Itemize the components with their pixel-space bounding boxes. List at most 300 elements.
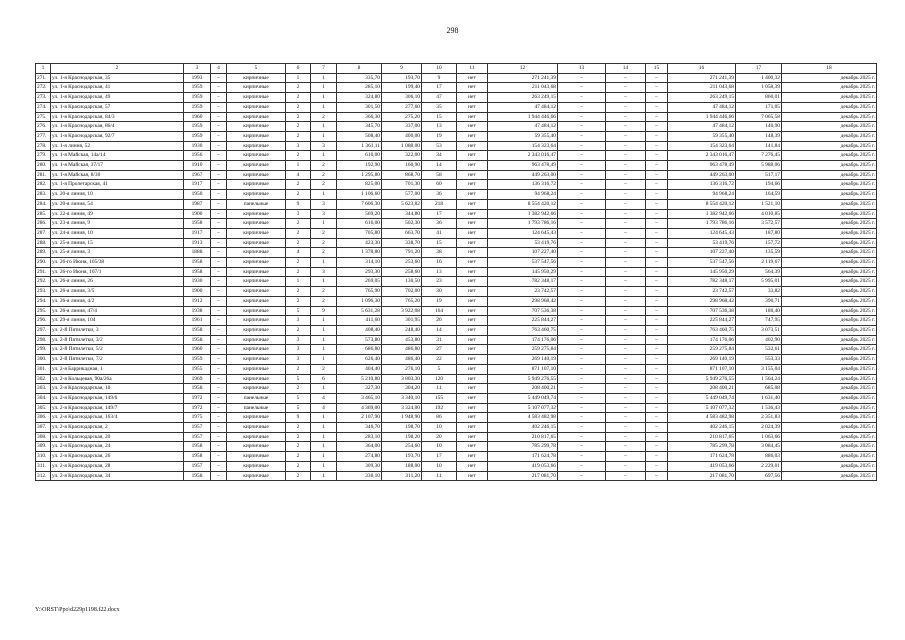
table-cell: – (606, 161, 646, 171)
table-cell: – (211, 199, 227, 209)
table-cell: 5 (422, 364, 457, 374)
table-cell: 26 (422, 316, 457, 326)
table-row (36, 209, 877, 219)
table-cell: 41 (422, 228, 457, 238)
table-row (36, 335, 877, 345)
table-cell: 1961 (184, 316, 211, 326)
table-cell: 225 844,27 (668, 316, 736, 326)
table-cell: 1 (286, 73, 311, 83)
table-cell: 1958 (184, 325, 211, 335)
table-cell: 3 324,00 (382, 403, 422, 413)
table-cell: 1959 (184, 83, 211, 93)
table-cell: 2 119,67 (736, 258, 782, 268)
table-cell: 20 (422, 432, 457, 442)
column-number-cell: 10 (422, 64, 457, 74)
table-cell: – (646, 442, 668, 452)
table-cell: 1 (311, 325, 337, 335)
table-cell: декабрь 2025 г. (782, 199, 877, 209)
table-cell: нет (457, 258, 488, 268)
table-row (36, 141, 877, 151)
table-cell: 626,40 (337, 355, 382, 365)
table-cell: – (646, 403, 668, 413)
table-cell: – (606, 345, 646, 355)
table-cell: 2 229,01 (736, 461, 782, 471)
table-cell: 1 400,32 (736, 73, 782, 83)
table-cell: – (606, 355, 646, 365)
table-cell: ул. 1-я Краснодарская, 84/3 (51, 112, 184, 122)
table-cell: 14 (422, 161, 457, 171)
table-cell: 263 249,15 (488, 93, 558, 103)
table-cell: 309,30 (337, 461, 382, 471)
table-cell: 5 949 276,55 (488, 374, 558, 384)
table-cell: 1917 (184, 228, 211, 238)
column-number-cell: 14 (606, 64, 646, 74)
table-cell: – (646, 393, 668, 403)
footer-file-path: Y:\ORST\Ppo\d229p1198.f22.docx (35, 607, 120, 613)
table-cell: декабрь 2025 г. (782, 83, 877, 93)
table-cell: 38 (422, 248, 457, 258)
table-cell: ул. 2-й Пятилетки, 3 (51, 325, 184, 335)
table-cell: 408,40 (337, 325, 382, 335)
table-cell: 304. (36, 393, 51, 403)
column-number-cell: 3 (184, 64, 211, 74)
table-cell: 276. (36, 122, 51, 132)
table-cell: – (558, 374, 606, 384)
table-cell: 2 (311, 228, 337, 238)
table-cell: 164 (422, 306, 457, 316)
table-cell: декабрь 2025 г. (782, 452, 877, 462)
table-cell: 11 (422, 384, 457, 394)
table-cell: 1 (311, 102, 337, 112)
table-cell: 702,00 (382, 287, 422, 297)
table-cell: – (211, 442, 227, 452)
table-cell: 145 950,29 (488, 267, 558, 277)
table-cell: декабрь 2025 г. (782, 258, 877, 268)
table-cell: 1 (311, 461, 337, 471)
table-cell: – (558, 393, 606, 403)
table-cell: 17 (422, 209, 457, 219)
table-cell: 390,71 (736, 296, 782, 306)
table-cell: – (211, 122, 227, 132)
table-cell: нет (457, 219, 488, 229)
table-cell: 2 (311, 287, 337, 297)
table-cell: – (606, 219, 646, 229)
table-cell: 1917 (184, 180, 211, 190)
table-cell: нет (457, 335, 488, 345)
table-row (36, 316, 877, 326)
table-cell: – (211, 180, 227, 190)
table-cell: 1938 (184, 306, 211, 316)
table-row (36, 238, 877, 248)
table-cell: кирпичные (227, 161, 286, 171)
table-cell: 210 817,65 (668, 432, 736, 442)
table-cell: – (606, 364, 646, 374)
table-cell: – (606, 93, 646, 103)
table-cell: 1 521,10 (736, 199, 782, 209)
table-cell: 5 949 276,55 (668, 374, 736, 384)
table-cell: 537 547,56 (488, 258, 558, 268)
table-cell: 279. (36, 151, 51, 161)
table-cell: – (606, 471, 646, 481)
table-cell: кирпичные (227, 112, 286, 122)
table-cell: 1 106,60 (337, 190, 382, 200)
table-cell: – (211, 413, 227, 423)
table-cell: 4 583 482,98 (488, 413, 558, 423)
table-cell: 302. (36, 374, 51, 384)
table-cell: 345,70 (337, 122, 382, 132)
table-cell: 192,90 (337, 161, 382, 171)
table-cell: декабрь 2025 г. (782, 170, 877, 180)
page-number: 298 (446, 26, 459, 35)
table-cell: кирпичные (227, 190, 286, 200)
table-cell: 23 742,57 (488, 287, 558, 297)
table-cell: – (211, 267, 227, 277)
table-cell: 188,00 (382, 461, 422, 471)
table-cell: – (211, 131, 227, 141)
table-cell: – (558, 258, 606, 268)
table-cell: панельные (227, 199, 286, 209)
table-cell: ул. 2-я Краснодарская, 149/6 (51, 393, 184, 403)
table-cell: 293,30 (337, 267, 382, 277)
table-cell: нет (457, 122, 488, 132)
table-cell: – (606, 325, 646, 335)
table-cell: 160,90 (382, 161, 422, 171)
table-cell: – (606, 442, 646, 452)
table-cell: 225 844,27 (488, 316, 558, 326)
table-cell: 263 249,15 (668, 93, 736, 103)
table-cell: – (211, 423, 227, 433)
table-row (36, 461, 877, 471)
table-cell: 314,10 (337, 258, 382, 268)
table-cell: 135,59 (736, 248, 782, 258)
table-cell: 1 (311, 93, 337, 103)
table-cell: декабрь 2025 г. (782, 432, 877, 442)
table-cell: 308. (36, 432, 51, 442)
table-cell: 868,70 (382, 170, 422, 180)
table-cell: 569,20 (337, 209, 382, 219)
table-cell: 1 (311, 452, 337, 462)
table-cell: – (646, 461, 668, 471)
table-cell: 9 (311, 306, 337, 316)
table-cell: 276,10 (382, 364, 422, 374)
table-cell: ул. 1-я Краснодарская, 49 (51, 93, 184, 103)
table-cell: 15 (422, 238, 457, 248)
table-cell: 322,00 (382, 151, 422, 161)
table-cell: 285. (36, 209, 51, 219)
table-cell: нет (457, 248, 488, 258)
table-cell: ул. 2-я Краснодарская, 149/7 (51, 403, 184, 413)
table-cell: кирпичные (227, 238, 286, 248)
table-cell: 291. (36, 267, 51, 277)
column-number-cell: 6 (286, 64, 311, 74)
table-cell: 174 176,06 (488, 335, 558, 345)
table-cell: 288. (36, 238, 51, 248)
table-cell: – (211, 384, 227, 394)
table-cell: 269 140,19 (668, 355, 736, 365)
table-cell: – (558, 199, 606, 209)
table-cell: – (558, 287, 606, 297)
table-cell: 2 107,90 (337, 413, 382, 423)
table-cell: 1 (311, 151, 337, 161)
table-cell: – (558, 190, 606, 200)
table-cell: 508,40 (337, 131, 382, 141)
table-cell: 194,66 (736, 180, 782, 190)
table-cell: 86 (422, 413, 457, 423)
table-cell: 402,90 (736, 335, 782, 345)
table-cell: декабрь 2025 г. (782, 73, 877, 83)
table-cell: кирпичные (227, 228, 286, 238)
table-cell: 275,20 (382, 112, 422, 122)
table-cell: нет (457, 423, 488, 433)
table-cell: ул. 24-я линия, 10 (51, 228, 184, 238)
table-cell: 1 382 942,66 (668, 209, 736, 219)
table-cell: – (646, 316, 668, 326)
table-cell: 2 343 016,47 (668, 151, 736, 161)
table-cell: 140,90 (736, 122, 782, 132)
table-cell: – (606, 393, 646, 403)
table-cell: – (211, 248, 227, 258)
table-cell: 148,39 (736, 131, 782, 141)
table-cell: нет (457, 393, 488, 403)
table-cell: 3 (311, 199, 337, 209)
table-cell: 283,10 (337, 432, 382, 442)
table-cell: 9 (286, 413, 311, 423)
table-cell: ул. 20-я линия, 10 (51, 190, 184, 200)
table-cell: 253,60 (382, 258, 422, 268)
table-cell: 300. (36, 355, 51, 365)
table-cell: 258,60 (382, 267, 422, 277)
table-cell: – (646, 413, 668, 423)
table-cell: 1972 (184, 403, 211, 413)
table-cell: нет (457, 238, 488, 248)
table-cell: 3 (311, 267, 337, 277)
table-cell: 145 950,29 (668, 267, 736, 277)
table-cell: – (606, 73, 646, 83)
table-cell: – (558, 345, 606, 355)
table-cell: 17 (422, 452, 457, 462)
table-cell: 1959 (184, 355, 211, 365)
table-cell: – (646, 238, 668, 248)
table-cell: нет (457, 306, 488, 316)
table-cell: кирпичные (227, 73, 286, 83)
table-cell: кирпичные (227, 170, 286, 180)
table-cell: – (606, 199, 646, 209)
table-cell: – (558, 180, 606, 190)
table-cell: – (558, 93, 606, 103)
table-cell: кирпичные (227, 335, 286, 345)
table-cell: – (606, 335, 646, 345)
table-cell: 685,08 (736, 384, 782, 394)
table-cell: 293. (36, 287, 51, 297)
table-cell: кирпичные (227, 102, 286, 112)
table-cell: кирпичные (227, 423, 286, 433)
table-cell: декабрь 2025 г. (782, 316, 877, 326)
table-cell: – (558, 325, 606, 335)
table-cell: – (558, 461, 606, 471)
table-cell: 36 (422, 219, 457, 229)
table-cell: 707 536,38 (668, 306, 736, 316)
table-cell: 324,80 (337, 93, 382, 103)
table-cell: – (211, 277, 227, 287)
table-cell: кирпичные (227, 442, 286, 452)
table-cell: декабрь 2025 г. (782, 471, 877, 481)
table-cell: 4 583 482,98 (668, 413, 736, 423)
table-cell: 187,80 (736, 228, 782, 238)
table-cell: декабрь 2025 г. (782, 277, 877, 287)
table-cell: 277,60 (382, 102, 422, 112)
table-cell: 1993 (184, 73, 211, 83)
table-row (36, 112, 877, 122)
table-cell: 763 460,75 (488, 325, 558, 335)
table-cell: 337,00 (382, 122, 422, 132)
table-cell: 1950 (184, 190, 211, 200)
table-cell: 259 275,84 (668, 345, 736, 355)
table-cell: 210 817,65 (488, 432, 558, 442)
table-cell: 4 (311, 393, 337, 403)
table-cell: – (558, 267, 606, 277)
table-cell: 269,05 (337, 277, 382, 287)
table-header-row (36, 64, 877, 74)
column-number-cell: 2 (51, 64, 184, 74)
table-cell: 120 (422, 374, 457, 384)
table-cell: 2 (286, 258, 311, 268)
table-cell: 171,05 (736, 102, 782, 112)
table-cell: – (558, 238, 606, 248)
table-cell: – (211, 141, 227, 151)
table-cell: 486,40 (382, 355, 422, 365)
table-cell: 164,59 (736, 190, 782, 200)
table-cell: 701,30 (382, 180, 422, 190)
table-cell: 1 (311, 73, 337, 83)
table-cell: – (211, 151, 227, 161)
table-cell: 198,70 (382, 423, 422, 433)
table-cell: 5 107 077,32 (668, 403, 736, 413)
table-cell: ул. 25-я линия, 15 (51, 238, 184, 248)
table-cell: – (558, 423, 606, 433)
table-cell: – (646, 345, 668, 355)
table-cell: ул. 2-я Краснодарская, 28 (51, 461, 184, 471)
table-cell: 211 043,68 (668, 83, 736, 93)
table-cell: 211 043,68 (488, 83, 558, 93)
table-cell: нет (457, 93, 488, 103)
table-cell: 298 968,42 (488, 296, 558, 306)
column-number-cell: 18 (782, 64, 877, 74)
table-cell: 3 084,45 (736, 442, 782, 452)
table-cell: – (558, 131, 606, 141)
table-cell: 136 316,72 (488, 180, 558, 190)
table-cell: 2 (286, 423, 311, 433)
table-cell: ул. 26-го Июня, 107/1 (51, 267, 184, 277)
table-cell: 5 (286, 403, 311, 413)
table-cell: 1 (311, 277, 337, 287)
table-cell: 2 (286, 131, 311, 141)
table-cell: 1 378,80 (337, 248, 382, 258)
table-cell: кирпичные (227, 141, 286, 151)
table-row (36, 287, 877, 297)
table-cell: 217 081,70 (668, 471, 736, 481)
table-cell: 1 382 942,66 (488, 209, 558, 219)
table-cell: кирпичные (227, 364, 286, 374)
table-cell: – (646, 471, 668, 481)
table-cell: 3 465,10 (337, 393, 382, 403)
table-cell: 154 323,64 (488, 141, 558, 151)
table-cell: 174 176,06 (668, 335, 736, 345)
table-cell: 1 295,80 (337, 170, 382, 180)
table-cell: 1958 (184, 267, 211, 277)
table-cell: 47 484,12 (668, 102, 736, 112)
table-cell: – (211, 209, 227, 219)
table-cell: – (558, 277, 606, 287)
table-cell: – (558, 316, 606, 326)
table-cell: 47 484,12 (488, 122, 558, 132)
table-cell: 59 355,40 (668, 131, 736, 141)
housing-register-table (35, 63, 877, 481)
table-cell: – (606, 461, 646, 471)
table-cell: 171 624,78 (488, 452, 558, 462)
table-cell: 275. (36, 112, 51, 122)
table-cell: нет (457, 364, 488, 374)
table-cell: 295. (36, 306, 51, 316)
table-cell: 284. (36, 199, 51, 209)
table-cell: – (606, 267, 646, 277)
table-cell: 296. (36, 316, 51, 326)
table-cell: 6 (311, 374, 337, 384)
table-cell: 1956 (184, 151, 211, 161)
column-number-cell: 4 (211, 64, 227, 74)
table-cell: 1958 (184, 471, 211, 481)
table-cell: 2 (286, 180, 311, 190)
table-cell: 782 348,17 (488, 277, 558, 287)
table-cell: – (558, 228, 606, 238)
table-cell: 2 (286, 325, 311, 335)
table-cell: 782 348,17 (668, 277, 736, 287)
table-cell: 2 351,83 (736, 413, 782, 423)
table-cell: 198,20 (382, 432, 422, 442)
table-cell: – (606, 413, 646, 423)
table-cell: 19 (422, 296, 457, 306)
table-cell: 297. (36, 325, 51, 335)
table-cell: нет (457, 413, 488, 423)
table-cell: 2 (286, 83, 311, 93)
column-number-cell: 17 (736, 64, 782, 74)
table-row (36, 190, 877, 200)
table-cell: декабрь 2025 г. (782, 325, 877, 335)
table-cell: – (211, 325, 227, 335)
table-cell: ул. 2-я Краснодарская, 10 (51, 384, 184, 394)
table-cell: 306,10 (382, 93, 422, 103)
table-cell: 2 (311, 238, 337, 248)
table-cell: нет (457, 277, 488, 287)
table-cell: – (606, 180, 646, 190)
table-cell: 2 (286, 296, 311, 306)
table-cell: 402 246,15 (488, 423, 558, 433)
table-row (36, 452, 877, 462)
table-cell: – (211, 296, 227, 306)
table-cell: 404,40 (337, 364, 382, 374)
table-cell: – (606, 112, 646, 122)
table-cell: – (646, 122, 668, 132)
table-cell: ул. 2-й Пятилетки, 5/2 (51, 345, 184, 355)
table-cell: декабрь 2025 г. (782, 112, 877, 122)
table-cell: ул. 1-я Краснодарская, 57 (51, 102, 184, 112)
table-cell: ул. 1-я Краснодарская, 86/4 (51, 122, 184, 132)
table-cell: – (211, 452, 227, 462)
table-cell: – (646, 209, 668, 219)
table-cell: 1972 (184, 393, 211, 403)
table-cell: 2 (286, 287, 311, 297)
table-cell: 305. (36, 403, 51, 413)
table-cell: 1 (311, 190, 337, 200)
